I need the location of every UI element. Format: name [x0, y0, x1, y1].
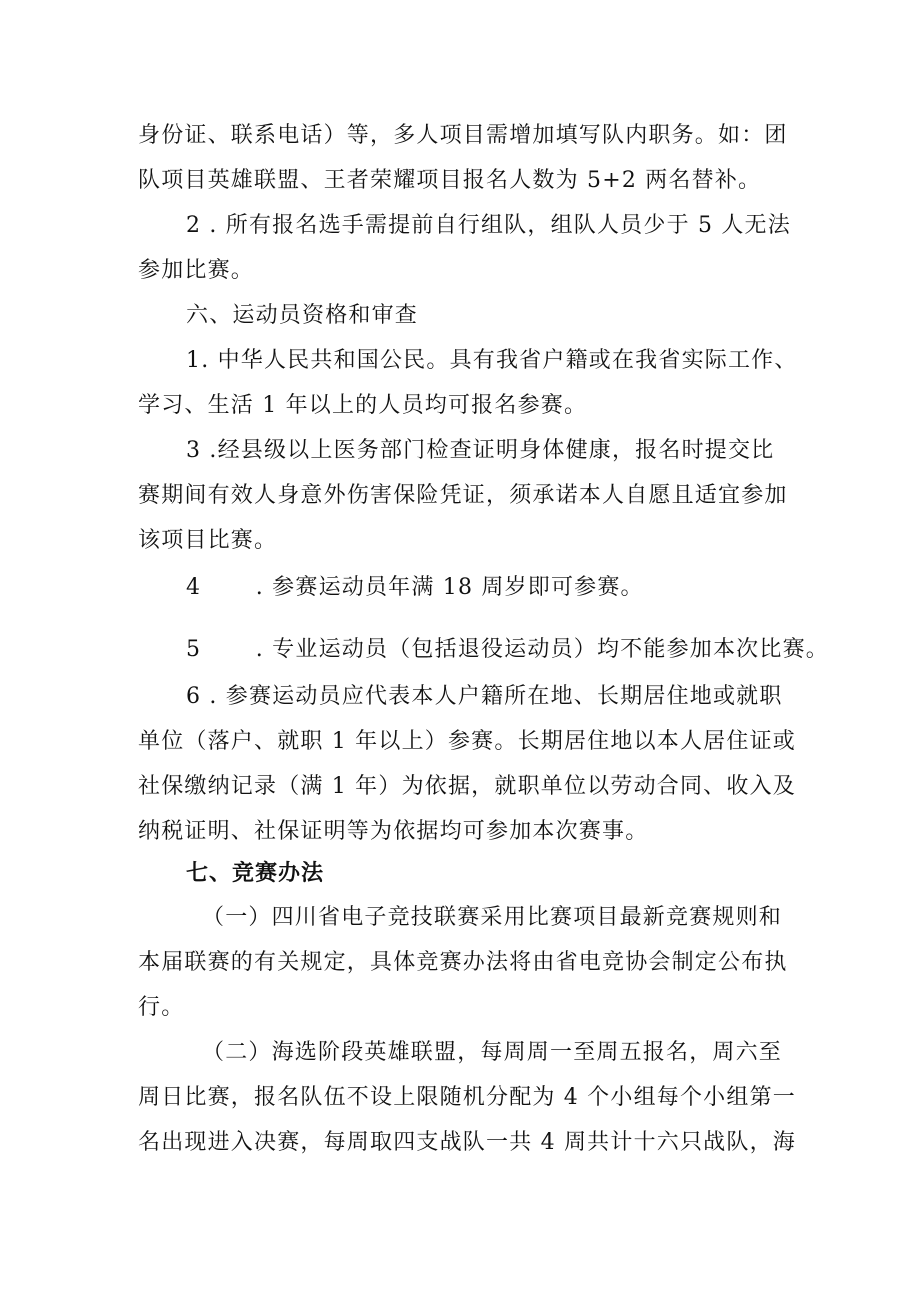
text-line: 赛期间有效人身意外伤害保险凭证，须承诺本人自愿且适宜参加: [138, 483, 788, 508]
text-line: 1. 中华人民共和国公民。具有我省户籍或在我省实际工作、: [186, 348, 798, 373]
text-line: 周日比赛，报名队伍不设上限随机分配为 4 个小组每个小组第一: [138, 1085, 796, 1110]
text-line: 学习、生活 1 年以上的人员均可报名参赛。: [138, 393, 588, 418]
text-line: 队项目英雄联盟、王者荣耀项目报名人数为 5+2 两名替补。: [138, 168, 762, 193]
text-line: 5 . 专业运动员（包括退役运动员）均不能参加本次比赛。: [186, 637, 829, 662]
text-line: 社保缴纳记录（满 1 年）为依据，就职单位以劳动合同、收入及: [138, 774, 796, 799]
text-line: （二）海选阶段英雄联盟，每周周一至周五报名，周六至: [202, 1040, 783, 1065]
text-line: 参加比赛。: [138, 258, 255, 283]
text-line: 6 . 参赛运动员应代表本人户籍所在地、长期居住地或就职: [186, 684, 783, 709]
text-line: （一）四川省电子竞技联赛采用比赛项目最新竞赛规则和: [202, 905, 783, 930]
section-heading: 七、竞赛办法: [186, 861, 325, 886]
text-line: 3 .经县级以上医务部门检查证明身体健康，报名时提交比: [186, 438, 775, 463]
text-line: 4 . 参赛运动员年满 18 周岁即可参赛。: [186, 575, 644, 600]
text-line: 纳税证明、社保证明等为依据均可参加本次赛事。: [138, 819, 649, 844]
text-line: 名出现进入决赛，每周取四支战队一共 4 周共计十六只战队，海: [138, 1130, 796, 1155]
text-line: 身份证、联系电话）等，多人项目需增加填写队内职务。如：团: [138, 123, 788, 148]
text-line: 行。: [138, 995, 185, 1020]
text-line: 2 . 所有报名选手需提前自行组队，组队人员少于 5 人无法: [186, 213, 791, 238]
text-line: 本届联赛的有关规定，具体竞赛办法将由省电竞协会制定公布执: [138, 950, 788, 975]
text-line: 该项目比赛。: [138, 528, 278, 553]
text-line: 单位（落户、就职 1 年以上）参赛。长期居住地以本人居住证或: [138, 729, 796, 754]
section-heading: 六、运动员资格和审查: [186, 303, 419, 328]
